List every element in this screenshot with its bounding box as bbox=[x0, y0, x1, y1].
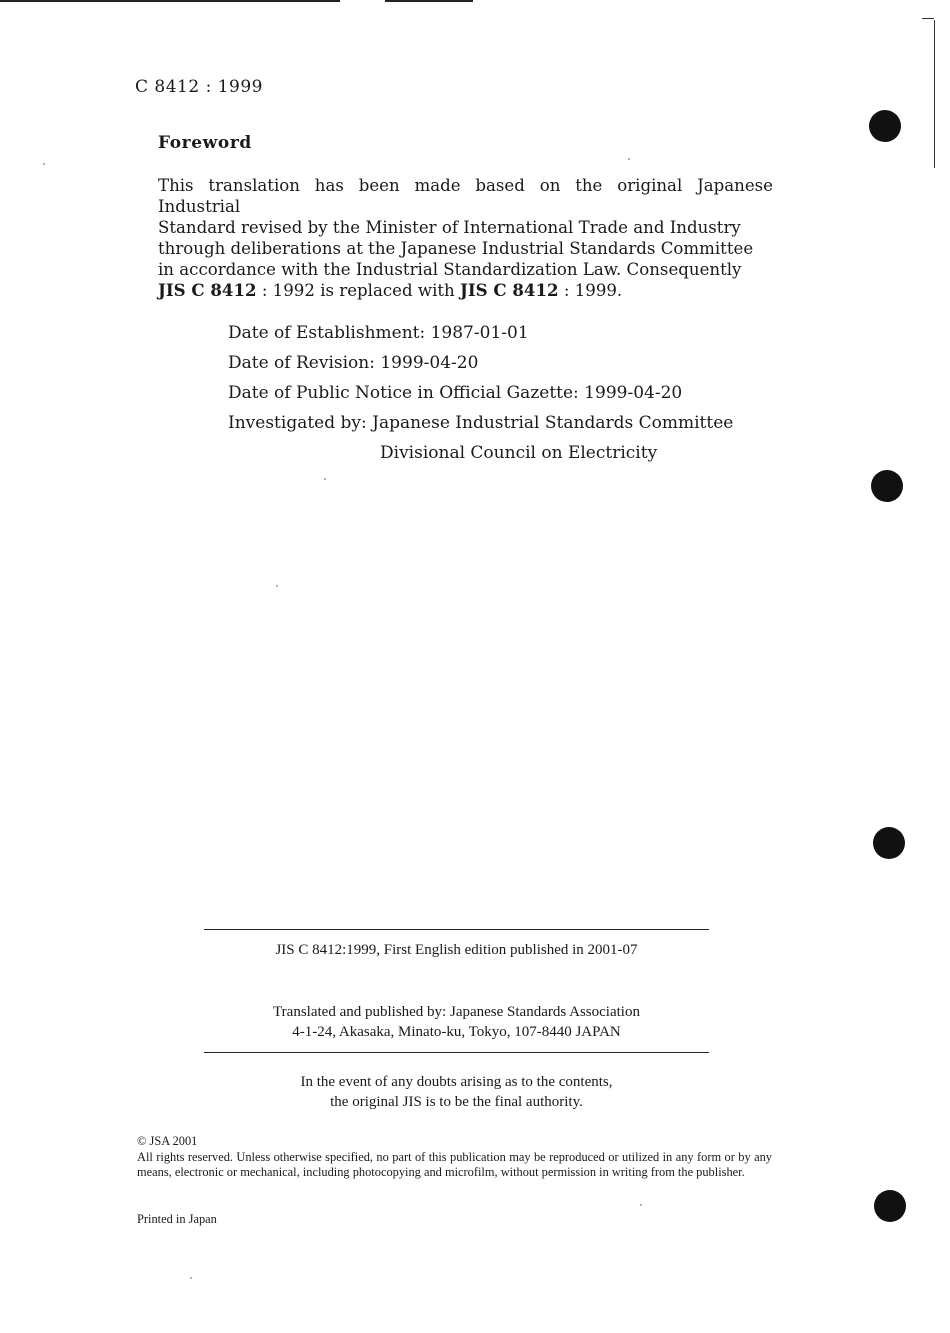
binder-hole-4 bbox=[874, 1190, 906, 1222]
authority-notice-line: the original JIS is to be the final authority. bbox=[330, 1094, 583, 1110]
publisher-address: 4-1-24, Akasaka, Minato-ku, Tokyo, 107-8440 JAPAN bbox=[292, 1024, 621, 1040]
old-standard-year: : 1992 is replaced with bbox=[256, 281, 461, 300]
colophon-rule-top bbox=[204, 929, 709, 930]
foreword-paragraph bbox=[158, 175, 773, 301]
binder-hole-1 bbox=[869, 110, 901, 142]
publisher-name: Translated and published by: Japanese Standards Association bbox=[273, 1004, 640, 1020]
scan-speck bbox=[276, 585, 278, 587]
old-standard-code: JIS C 8412 bbox=[158, 280, 257, 300]
investigating-council: Divisional Council on Electricity bbox=[380, 443, 658, 463]
copyright-notice: © JSA 2001 bbox=[137, 1134, 198, 1148]
right-margin-tick bbox=[922, 18, 934, 19]
foreword-line: Standard revised by the Minister of International Trade and Industry bbox=[158, 218, 741, 237]
foreword-heading: Foreword bbox=[158, 133, 252, 153]
document-number: C 8412 : 1999 bbox=[135, 77, 263, 97]
foreword-last-line bbox=[158, 280, 773, 301]
investigated-by: Investigated by: Japanese Industrial Standards Committee bbox=[228, 413, 734, 433]
scan-speck bbox=[324, 478, 326, 480]
scan-speck bbox=[190, 1277, 192, 1279]
binder-hole-2 bbox=[871, 470, 903, 502]
binder-hole-3 bbox=[873, 827, 905, 859]
scan-speck bbox=[628, 158, 630, 160]
rights-statement: All rights reserved. Unless otherwise specified, no part of this publication may be reproduced or utilized in any form or by any means, electronic or mechanical, including photocopying and microfilm, without permission in writing from the publisher. bbox=[137, 1149, 772, 1179]
foreword-line: This translation has been made based on the original Japanese Industrial bbox=[158, 176, 773, 216]
scan-speck bbox=[43, 163, 45, 165]
printed-in: Printed in Japan bbox=[137, 1212, 217, 1226]
top-rule-right bbox=[385, 0, 473, 2]
foreword-line: through deliberations at the Japanese Industrial Standards Committee bbox=[158, 239, 754, 258]
edition-statement: JIS C 8412:1999, First English edition published in 2001-07 bbox=[275, 942, 638, 958]
colophon-rule-bottom bbox=[204, 1052, 709, 1053]
top-rule-left bbox=[0, 0, 340, 2]
dates-block bbox=[228, 318, 733, 468]
authority-notice bbox=[204, 1072, 709, 1112]
foreword-line: in accordance with the Industrial Standardization Law. Consequently bbox=[158, 260, 742, 279]
date-of-establishment: Date of Establishment: 1987-01-01 bbox=[228, 323, 529, 343]
new-standard-year: : 1999. bbox=[558, 281, 623, 300]
new-standard-code: JIS C 8412 bbox=[460, 280, 559, 300]
authority-notice-line: In the event of any doubts arising as to the contents, bbox=[300, 1074, 613, 1090]
copyright-block bbox=[137, 1134, 772, 1181]
publisher-block bbox=[204, 1002, 709, 1042]
date-of-revision: Date of Revision: 1999-04-20 bbox=[228, 353, 479, 373]
scan-speck bbox=[640, 1204, 642, 1206]
right-margin-rule bbox=[934, 20, 935, 168]
date-of-public-notice: Date of Public Notice in Official Gazette: 1999-04-20 bbox=[228, 383, 683, 403]
